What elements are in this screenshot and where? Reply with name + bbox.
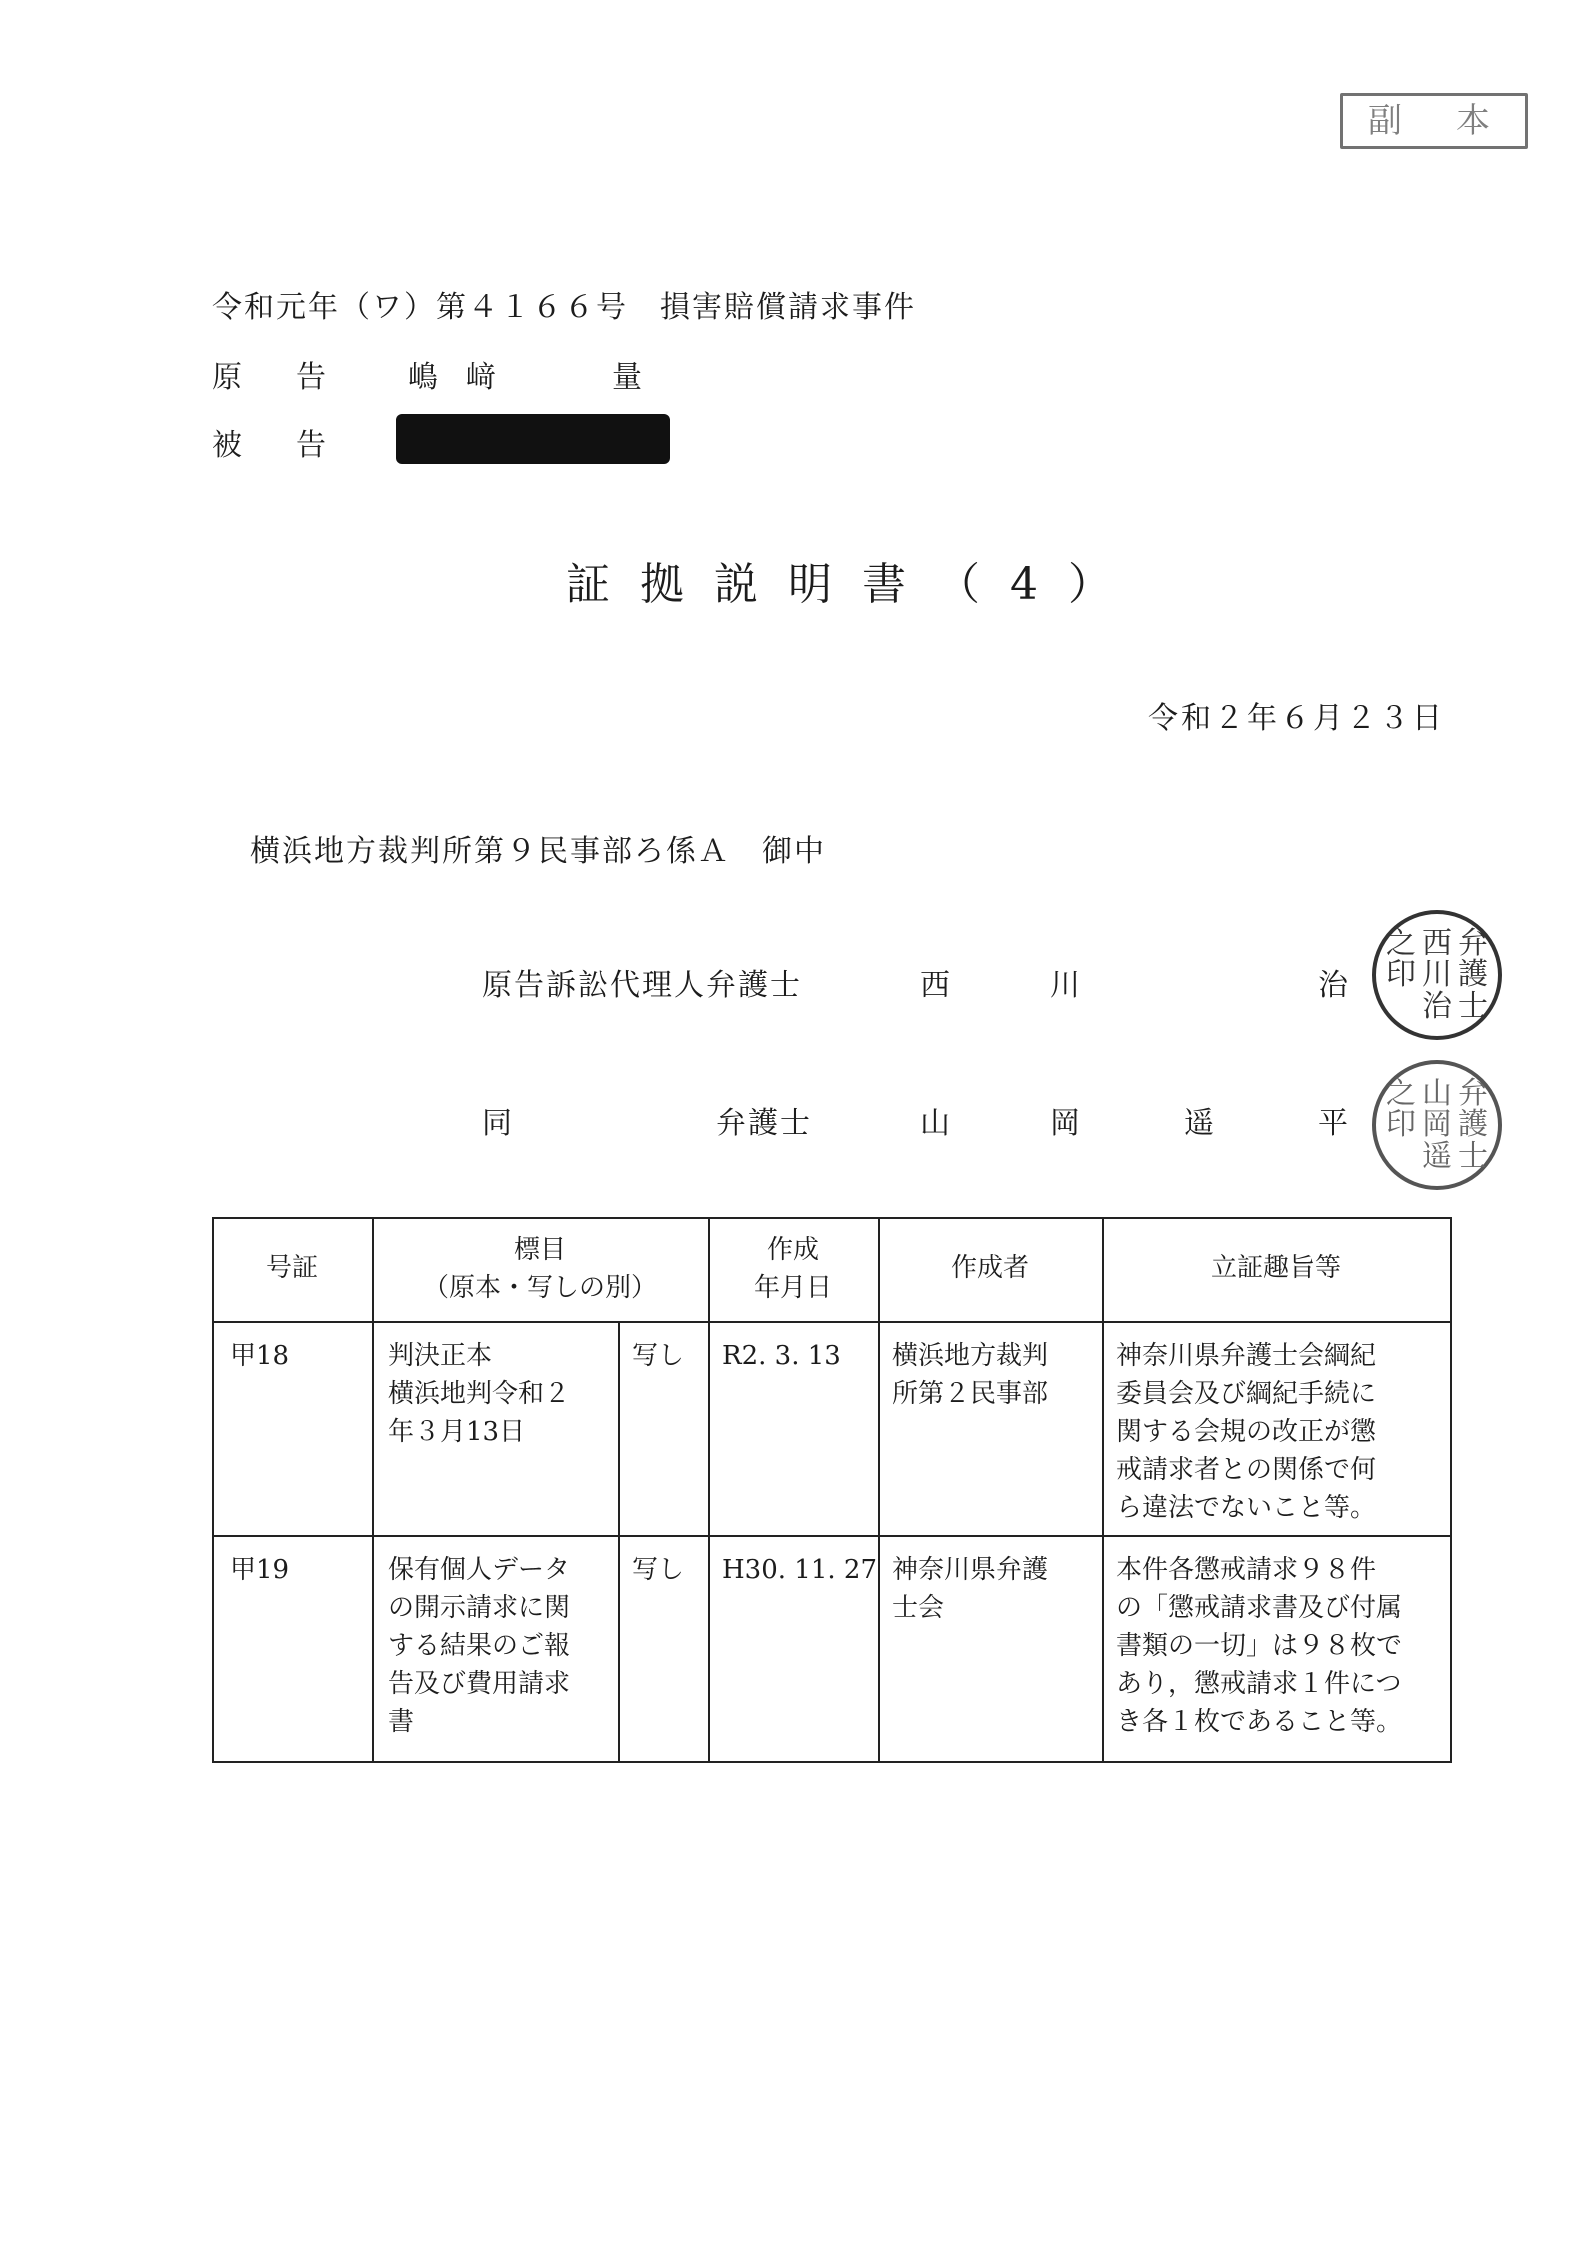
document-date: 令和２年６月２３日 [1148,701,1445,736]
header-author: 作成者 [950,1253,1029,1283]
header-number: 号証 [265,1253,318,1283]
attorney-1-name-char: 川 [1050,968,1080,1003]
case-line [212,282,916,326]
row-1-purpose: 神奈川県弁護士会綱紀 委員会及び綱紀手続に 関する会規の改正が懲 戒請求者との関係で何 ら違法でないこと等。 [1116,1341,1377,1523]
attorney-2-name-char: 山 [920,1106,950,1141]
header-date-2: 年月日 [753,1273,832,1303]
row-2-author: 神奈川県弁護 士会 [892,1555,1049,1623]
row-2-item: 保有個人データ の開示請求に関 する結果のご報 告及び費用請求 書 [388,1555,571,1737]
document-title: 証拠説明書（4） [566,559,1142,610]
row-1-number: 甲18 [230,1341,290,1371]
header-item: 標目 [513,1235,566,1265]
row-2-purpose: 本件各懲戒請求９８件 の「懲戒請求書及び付属 書類の一切」は９８枚で あり，懲戒請求１件につ き各１枚であること等。 [1116,1555,1403,1737]
attorney-seal: 弁 護 士 西 川 治 之 印 [1372,910,1502,1040]
case-number: 令和元年（ワ）第４１６６号 [212,290,628,325]
plaintiff-name-given: 量 [612,360,642,395]
attorney-2-role: 弁護士 [716,1106,812,1141]
defendant-name-redaction [396,414,670,464]
defendant-label: 被 告 [212,428,326,463]
row-1-copy-type: 写し [632,1341,685,1371]
header-date: 作成 [766,1235,819,1265]
row-1-date: R2. 3. 13 [722,1341,841,1371]
addressee: 横浜地方裁判所第９民事部ろ係Ａ 御中 [250,834,826,869]
row-1-item: 判決正本 横浜地判令和２ 年３月13日 [388,1341,571,1447]
attorney-1-role: 原告訴訟代理人弁護士 [482,968,802,1003]
case-title: 損害賠償請求事件 [660,290,916,325]
attorney-2-name-char: 遥 [1184,1106,1214,1141]
header-purpose: 立証趣旨等 [1210,1253,1341,1283]
header-item-sub: （原本・写しの別） [422,1273,657,1303]
row-1-author: 横浜地方裁判 所第２民事部 [892,1341,1049,1409]
row-2-date: H30. 11. 27 [722,1555,877,1585]
plaintiff-name: 嶋﨑 [408,360,524,395]
attorney-1-name-char: 西 [920,968,950,1003]
row-2-copy-type: 写し [632,1555,685,1585]
attorney-1-name-char: 治 [1318,968,1348,1003]
attorney-2-name-char: 岡 [1050,1106,1080,1141]
attorney-seal: 弁 護 士 山 岡 遥 之 印 [1372,1060,1502,1190]
row-2-number: 甲19 [230,1555,290,1585]
plaintiff-label: 原 告 [212,360,326,395]
attorney-2-name-char: 平 [1318,1106,1348,1141]
evidence-table [212,1217,1452,1763]
attorney-2-role-prefix: 同 [482,1106,512,1141]
copy-stamp: 副 本 [1340,93,1528,149]
